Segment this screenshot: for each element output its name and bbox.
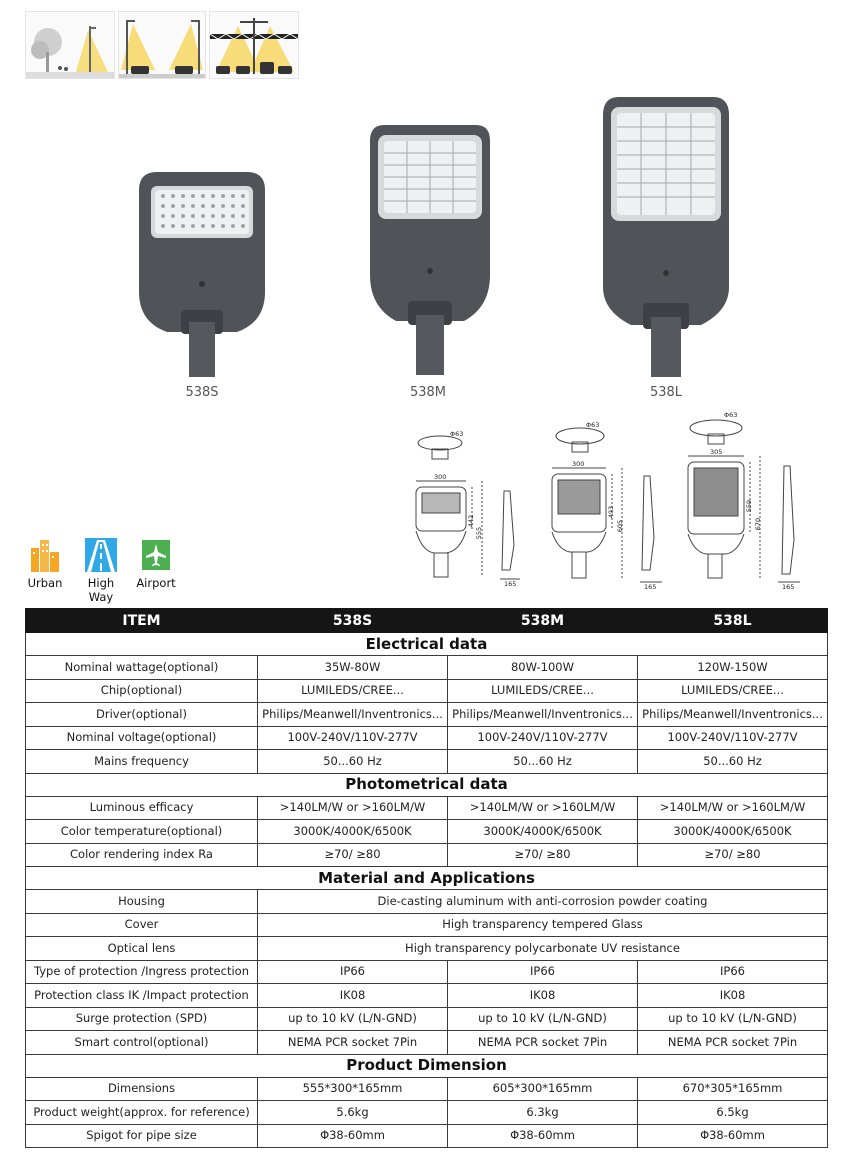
cell-538l: IP66 <box>638 960 828 984</box>
table-row <box>26 937 828 961</box>
table-row <box>26 1007 828 1031</box>
cell-538m: up to 10 kV (L/N-GND) <box>448 1007 638 1031</box>
table-row <box>26 703 828 727</box>
application-urban <box>20 538 70 590</box>
cell-538s: IP66 <box>258 960 448 984</box>
cell-538s: 100V-240V/110V-277V <box>258 726 448 750</box>
row-label: Nominal wattage(optional) <box>26 656 258 680</box>
table-row <box>26 726 828 750</box>
section-row <box>26 1054 828 1077</box>
table-row <box>26 1124 828 1148</box>
cell-538m: 3000K/4000K/6500K <box>448 820 638 844</box>
product-label-538l: 538L <box>649 385 683 400</box>
row-label: Driver(optional) <box>26 703 258 727</box>
cell-538m: Philips/Meanwell/Inventronics... <box>448 703 638 727</box>
drawing-s-height-b: 555 <box>475 526 484 540</box>
row-label: Color rendering index Ra <box>26 843 258 867</box>
row-label: Type of protection /Ingress protection <box>26 960 258 984</box>
row-label: Smart control(optional) <box>26 1031 258 1055</box>
table-row <box>26 820 828 844</box>
dimension-drawing-538m <box>540 418 668 590</box>
application-airport <box>131 538 181 590</box>
cell-538m: 6.3kg <box>448 1101 638 1125</box>
cell-538l: 50...60 Hz <box>638 750 828 774</box>
cell-538s: ≥70/ ≥80 <box>258 843 448 867</box>
row-label: Optical lens <box>26 937 258 961</box>
section-material: Material and Applications <box>26 867 828 890</box>
product-photo-538s <box>137 172 267 381</box>
header-538s: 538S <box>258 609 448 633</box>
cell-538l: >140LM/W or >160LM/W <box>638 796 828 820</box>
drawing-s-width: 300 <box>434 473 447 481</box>
table-row <box>26 679 828 703</box>
cell-538m: >140LM/W or >160LM/W <box>448 796 638 820</box>
table-header-row <box>26 609 828 633</box>
drawing-l-width: 305 <box>710 448 723 456</box>
row-label: Spigot for pipe size <box>26 1124 258 1148</box>
cell-538l: 100V-240V/110V-277V <box>638 726 828 750</box>
table-row <box>26 890 828 914</box>
drawing-s-height-a: 442 <box>467 514 476 528</box>
cell-538s: 35W-80W <box>258 656 448 680</box>
dimension-drawing-538l <box>680 410 805 590</box>
section-row <box>26 867 828 890</box>
drawing-m-height-b: 605 <box>616 519 625 533</box>
cell-538s: 50...60 Hz <box>258 750 448 774</box>
cell-538s: Philips/Meanwell/Inventronics... <box>258 703 448 727</box>
cell-538m: 605*300*165mm <box>448 1077 638 1101</box>
cell-538m: Φ38-60mm <box>448 1124 638 1148</box>
scene-highway-thumbnail <box>209 11 299 79</box>
drawing-s-pipe: Φ63 <box>450 430 464 438</box>
highway-icon <box>83 538 119 572</box>
drawing-m-height-a: 493 <box>607 505 616 519</box>
cell-all-models: High transparency polycarbonate UV resistance <box>258 937 828 961</box>
section-row <box>26 773 828 796</box>
section-dimension: Product Dimension <box>26 1054 828 1077</box>
header-item: ITEM <box>26 609 258 633</box>
application-urban-label: Urban <box>27 576 63 590</box>
drawing-m-width: 300 <box>572 460 585 468</box>
cell-538m: 80W-100W <box>448 656 638 680</box>
table-row <box>26 1101 828 1125</box>
cell-538s: >140LM/W or >160LM/W <box>258 796 448 820</box>
drawing-s-depth: 165 <box>504 580 517 588</box>
cell-538l: 120W-150W <box>638 656 828 680</box>
table-row <box>26 796 828 820</box>
cell-538s: LUMILEDS/CREE... <box>258 679 448 703</box>
row-label: Cover <box>26 913 258 937</box>
row-label: Mains frequency <box>26 750 258 774</box>
cell-538l: 670*305*165mm <box>638 1077 828 1101</box>
table-row <box>26 656 828 680</box>
cell-538l: ≥70/ ≥80 <box>638 843 828 867</box>
cell-538s: up to 10 kV (L/N-GND) <box>258 1007 448 1031</box>
header-538l: 538L <box>638 609 828 633</box>
table-row <box>26 984 828 1008</box>
cell-538m: IK08 <box>448 984 638 1008</box>
table-row <box>26 1077 828 1101</box>
scene-road-thumbnail <box>118 11 206 79</box>
application-airport-label: Airport <box>136 576 176 590</box>
row-label: Chip(optional) <box>26 679 258 703</box>
cell-538s: 3000K/4000K/6500K <box>258 820 448 844</box>
cell-538l: 6.5kg <box>638 1101 828 1125</box>
cell-538m: 50...60 Hz <box>448 750 638 774</box>
section-electrical: Electrical data <box>26 633 828 656</box>
table-row <box>26 913 828 937</box>
urban-icon <box>27 538 63 572</box>
cell-538m: 100V-240V/110V-277V <box>448 726 638 750</box>
cell-538l: IK08 <box>638 984 828 1008</box>
drawing-m-depth: 165 <box>644 583 657 591</box>
section-row <box>26 633 828 656</box>
airport-icon <box>138 538 174 572</box>
product-label-538m: 538M <box>409 385 447 400</box>
row-label: Nominal voltage(optional) <box>26 726 258 750</box>
drawing-l-pipe: Φ63 <box>724 411 738 419</box>
scene-park-thumbnail <box>25 11 115 79</box>
row-label: Dimensions <box>26 1077 258 1101</box>
cell-538s: 5.6kg <box>258 1101 448 1125</box>
specification-table <box>25 608 828 1148</box>
cell-538m: ≥70/ ≥80 <box>448 843 638 867</box>
row-label: Color temperature(optional) <box>26 820 258 844</box>
product-photo-538l <box>601 97 731 381</box>
section-photometrical: Photometrical data <box>26 773 828 796</box>
cell-538l: LUMILEDS/CREE... <box>638 679 828 703</box>
dimension-drawing-538s <box>410 425 528 590</box>
drawing-l-depth: 165 <box>782 583 795 591</box>
drawing-m-pipe: Φ63 <box>586 421 600 429</box>
cell-538l: Philips/Meanwell/Inventronics... <box>638 703 828 727</box>
cell-538l: Φ38-60mm <box>638 1124 828 1148</box>
cell-all-models: High transparency tempered Glass <box>258 913 828 937</box>
table-row <box>26 960 828 984</box>
product-photo-538m <box>368 125 492 379</box>
cell-538s: Φ38-60mm <box>258 1124 448 1148</box>
row-label: Luminous efficacy <box>26 796 258 820</box>
product-label-538s: 538S <box>185 385 219 400</box>
cell-538m: IP66 <box>448 960 638 984</box>
row-label: Housing <box>26 890 258 914</box>
cell-538s: IK08 <box>258 984 448 1008</box>
cell-all-models: Die-casting aluminum with anti-corrosion powder coating <box>258 890 828 914</box>
header-538m: 538M <box>448 609 638 633</box>
application-highway <box>76 538 126 604</box>
cell-538m: LUMILEDS/CREE... <box>448 679 638 703</box>
table-row <box>26 1031 828 1055</box>
table-row <box>26 750 828 774</box>
application-highway-label: High Way <box>87 576 115 604</box>
drawing-l-height-b: 670 <box>754 517 763 531</box>
cell-538s: NEMA PCR socket 7Pin <box>258 1031 448 1055</box>
cell-538l: 3000K/4000K/6500K <box>638 820 828 844</box>
cell-538l: up to 10 kV (L/N-GND) <box>638 1007 828 1031</box>
cell-538s: 555*300*165mm <box>258 1077 448 1101</box>
cell-538l: NEMA PCR socket 7Pin <box>638 1031 828 1055</box>
table-row <box>26 843 828 867</box>
drawing-l-height-a: 559 <box>745 499 754 513</box>
row-label: Product weight(approx. for reference) <box>26 1101 258 1125</box>
cell-538m: NEMA PCR socket 7Pin <box>448 1031 638 1055</box>
row-label: Protection class IK /Impact protection <box>26 984 258 1008</box>
row-label: Surge protection (SPD) <box>26 1007 258 1031</box>
